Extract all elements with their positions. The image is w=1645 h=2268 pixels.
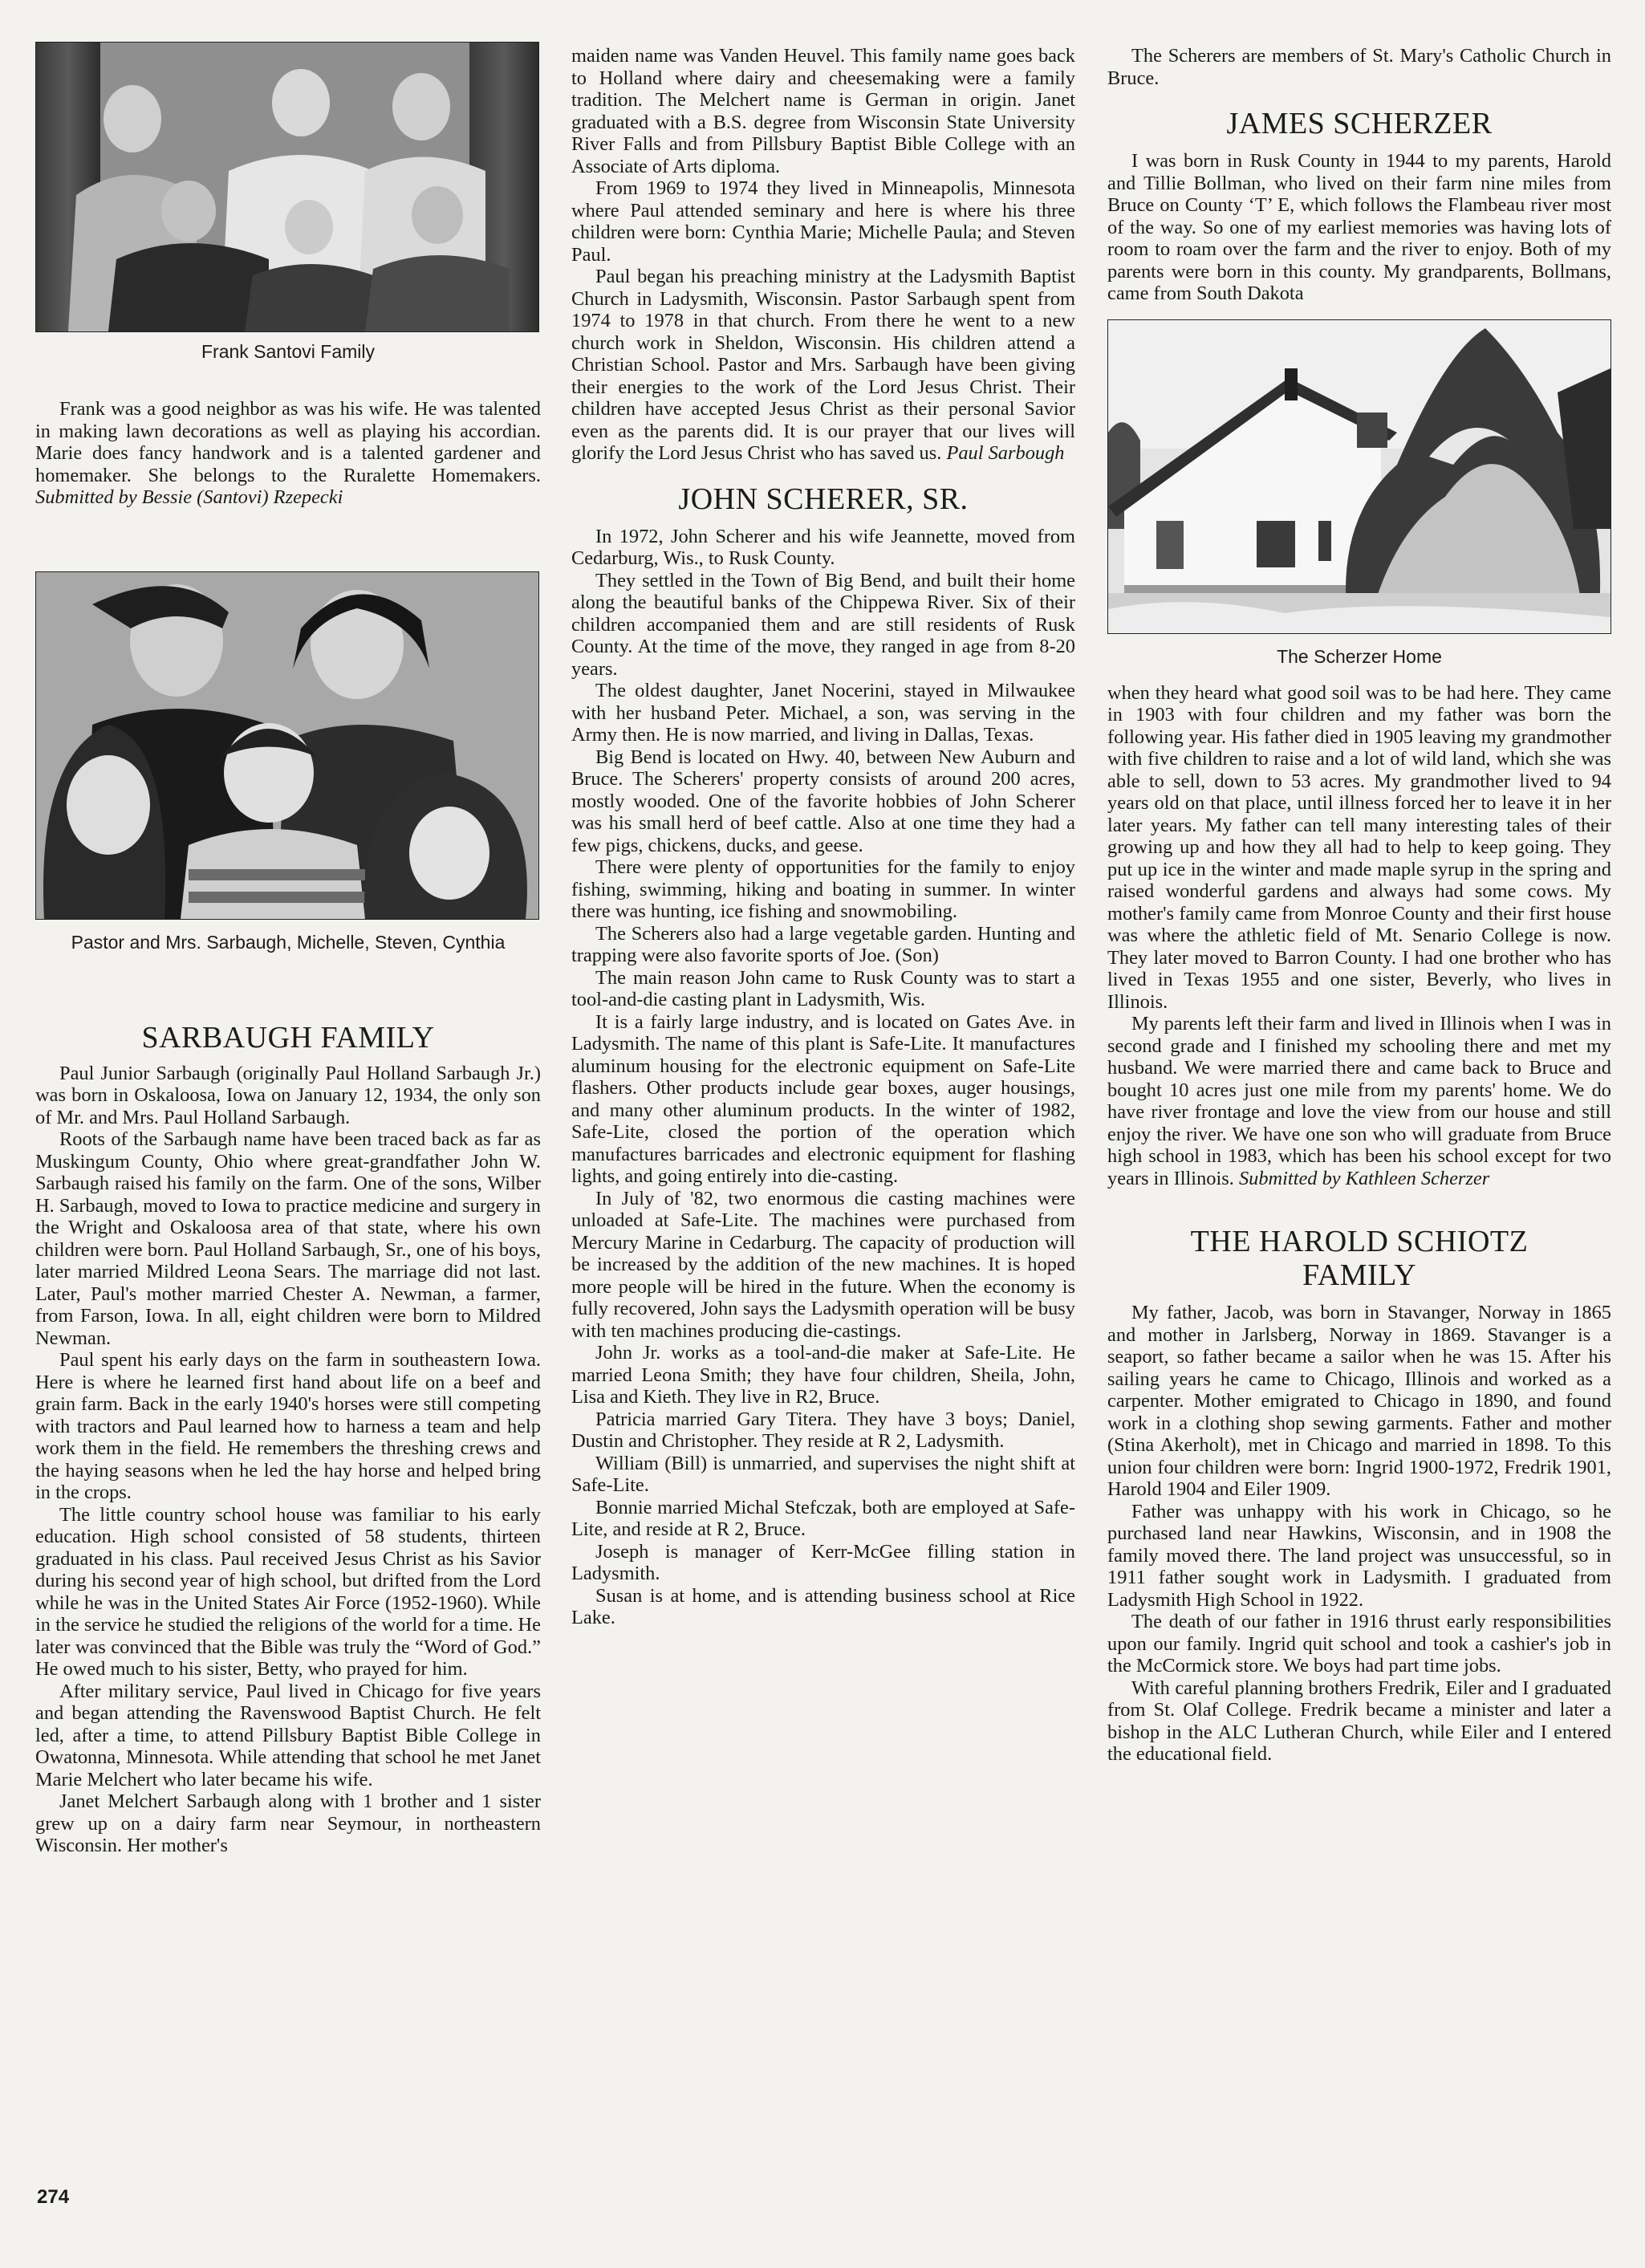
paragraph: From 1969 to 1974 they lived in Minneapolis, Minnesota where Paul attended seminary and here is where his three children were born: Cynthia Marie; Michelle Paula; and Steven Paul. — [571, 177, 1075, 266]
heading-line: FAMILY — [1302, 1258, 1417, 1292]
paragraph: Janet Melchert Sarbaugh along with 1 brother and 1 sister grew up on a dairy farm near Seymour, in northeastern Wisconsin. Her mother's — [35, 1790, 541, 1856]
photo-caption-sarbaugh: Pastor and Mrs. Sarbaugh, Michelle, Steven, Cynthia — [71, 931, 506, 953]
paragraph: maiden name was Vanden Heuvel. This family name goes back to Holland where dairy and cheesemaking were a family tradition. The Melchert name is German in origin. Janet graduated with a B.S. degree from Wisconsin State University River Falls and from Pillsbury Baptist Bible College with an Associate of Arts diploma. — [571, 45, 1075, 177]
paragraph: The death of our father in 1916 thrust early responsibilities upon our family. Ingrid quit school and took a cashier's job in the McCormick store. We boys had part time jobs. — [1107, 1611, 1611, 1677]
scherer-body — [571, 526, 1075, 1629]
photo-caption-scherzer: The Scherzer Home — [1277, 645, 1442, 667]
heading-line: THE HAROLD SCHIOTZ — [1190, 1225, 1529, 1258]
paragraph: With careful planning brothers Fredrik, Eiler and I graduated from St. Olaf College. Fredrik became a minister and later a bishop in the ALC Lutheran Church, while Eiler and I entered the educational field. — [1107, 1677, 1611, 1765]
paragraph: I was born in Rusk County in 1944 to my parents, Harold and Tillie Bollman, who lived on their farm nine miles from Bruce on County ‘T’ E, which follows the Flambeau river most of the way. So one of my earliest memories was having lots of room to roam over the farm and the river to enjoy. Both of my parents were born in this county. My grandparents, Bollmans, came from South Dakota — [1107, 150, 1611, 304]
paragraph: Paul began his preaching ministry at the Ladysmith Baptist Church in Ladysmith, Wisconsin. Pastor Sarbaugh spent from 1974 to 1978 in that church. From there he went to a new church work in Sheldon, Wisconsin. His children attend a Christian School. Pastor and Mrs. Sarbaugh have been giving their energies to the work of the Lord Jesus Christ. Their children have accepted Jesus Christ as their personal Savior even as the parents did. It is our prayer that our lives will glorify the Lord Jesus Christ who has saved us. Paul Sarbough — [571, 266, 1075, 464]
submitted-by: Submitted by Kathleen Scherzer — [1238, 1167, 1490, 1189]
column-2 — [571, 45, 1075, 1629]
paragraph: Roots of the Sarbaugh name have been traced back as far as Muskingum County, Ohio where great-grandfather John W. Sarbaugh raised his family on the farm. One of the sons, Wilber H. Sarbaugh, moved to Iowa to practice medicine and surgery in the Wright and Oskaloosa area of that state, where his own children were born. Paul Holland Sarbaugh, Sr., one of his boys, later married Mildred Leona Sears. The marriage did not last. Later, Paul's mother married Chester A. Newman, a farmer, from Farson, Iowa. In all, eight children were born to Mildred Newman. — [35, 1128, 541, 1349]
paragraph: Paul spent his early days on the farm in southeastern Iowa. Here is where he learned first hand about life on a beef and grain farm. Back in the early 1940's horses were still competing with tractors and Paul learned how to harness a team and help work them in the field. He remembers the threshing crews and the haying seasons when he led the hay horse and helped bring in the crops. — [35, 1349, 541, 1503]
paragraph: They settled in the Town of Big Bend, and built their home along the beautiful banks of the Chippewa River. Six of their children accompanied them and are still residents of Rusk County. At the time of the move, they ranged in age from 8-20 years. — [571, 569, 1075, 680]
paragraph: In 1972, John Scherer and his wife Jeannette, moved from Cedarburg, Wis., to Rusk County. — [571, 525, 1075, 569]
page-number: 274 — [37, 2186, 70, 2208]
sarbaugh-family-photo — [35, 571, 539, 920]
section-heading-scherer: JOHN SCHERER, SR. — [678, 482, 969, 516]
paragraph: Big Bend is located on Hwy. 40, between New Auburn and Bruce. The Scherers' property consists of around 200 acres, mostly wooded. One of the favorite hobbies of John Scherer was his small herd of beef cattle. Also at one time they had a few pigs, chickens, ducks, and geese. — [571, 746, 1075, 856]
paragraph: My parents left their farm and lived in Illinois when I was in second grade and I finished my schooling there and met my husband. We were married there and came back to Bruce and bought 10 acres just one mile from my parents' home. We do have river frontage and love the view from our house and still enjoy the river. We have one son who will graduate from Bruce high school in 1983, which has been his school except for two years in Illinois. Submitted by Kathleen Scherzer — [1107, 1013, 1611, 1189]
paragraph: In July of '82, two enormous die casting machines were unloaded at Safe-Lite. The machines were purchased from Mercury Marine in Cedarburg. The capacity of production will be increased by the addition of the new machines. It is hoped more people will be hired in the future. When the economy is fully recovered, John says the Ladysmith operation will be busy with ten machines producing die-castings. — [571, 1187, 1075, 1342]
paragraph: John Jr. works as a tool-and-die maker at Safe-Lite. He married Leona Smith; they have four children, Sheila, John, Lisa and Kieth. They live in R2, Bruce. — [571, 1342, 1075, 1408]
paragraph: Patricia married Gary Titera. They have 3 boys; Daniel, Dustin and Christopher. They reside at R 2, Ladysmith. — [571, 1408, 1075, 1452]
paragraph: when they heard what good soil was to be had here. They came in 1903 with four children and my father was born the following year. His father died in 1905 leaving my grandmother with five children to raise and a lot of wild land, which she was able to sell, down to 53 acres. My grandmother lived to 94 years old on that place, until illness forced her to leave it in her later years. My father can tell many interesting tales of their growing up and how they all had to help to keep going. They put up ice in the winter and made maple syrup in the spring and raised wonderful gardens and always had some cows. My mother's family came from Monroe County and their first house was where the athletic field of Mt. Senario College is now. They later moved to Barron County. I had one brother who has lived in Texas 1955 and one sister, Beverly, who lives in Illinois. — [1107, 681, 1611, 1013]
paragraph: Susan is at home, and is attending business school at Rice Lake. — [571, 1584, 1075, 1628]
photo-caption-santovi: Frank Santovi Family — [201, 341, 375, 362]
column-3 — [1107, 45, 1611, 1766]
paragraph: Paul Junior Sarbaugh (originally Paul Holland Sarbaugh Jr.) was born in Oskaloosa, Iowa on January 12, 1934, the only son of Mr. and Mrs. Paul Holland Sarbaugh. — [35, 1062, 541, 1128]
paragraph: After military service, Paul lived in Chicago for five years and began attending the Ravenswood Baptist Church. He felt led, after a time, to attend Pillsbury Baptist Bible College in Owatonna, Minnesota. While attending that school he met Janet Marie Melchert who later became his wife. — [35, 1680, 541, 1790]
paragraph: There were plenty of opportunities for the family to enjoy fishing, swimming, hiking and boating in summer. In winter there was hunting, ice fishing and snowmobiling. — [571, 856, 1075, 922]
submitted-by: Submitted by Bessie (Santovi) Rzepecki — [35, 486, 343, 508]
schiotz-body — [1107, 1302, 1611, 1766]
scherzer-home-photo — [1107, 319, 1611, 634]
paragraph: The main reason John came to Rusk County was to start a tool-and-die casting plant in Ladysmith, Wis. — [571, 966, 1075, 1010]
section-heading-schiotz — [1107, 1225, 1611, 1292]
column-1 — [35, 42, 541, 1857]
paragraph: Joseph is manager of Kerr-McGee filling station in Ladysmith. — [571, 1540, 1075, 1584]
section-heading-sarbaugh: SARBAUGH FAMILY — [141, 1020, 435, 1055]
paragraph: The oldest daughter, Janet Nocerini, stayed in Milwaukee with her husband Peter. Michael, a son, was serving in the Army then. He is now married, and living in Dallas, Texas. — [571, 680, 1075, 746]
paragraph: Bonnie married Michal Stefczak, both are employed at Safe-Lite, and reside at R 2, Bruce. — [571, 1496, 1075, 1540]
paragraph: My father, Jacob, was born in Stavanger, Norway in 1865 and mother in Jarlsberg, Norway in 1869. Stavanger is a seaport, so father became a sailor when he was 15. After his sailing years he came to Chicago, Illinois and worked as a carpenter. Mother emigrated to Chicago in 1890, and found work in a clothing shop sewing garments. Father and mother (Stina Akerholt), met in Chicago and married in 1898. To this union four children were born: Ingrid 1900-1972, Fredrik 1901, Harold 1904 and Eiler 1909. — [1107, 1302, 1611, 1500]
paragraph: Father was unhappy with his work in Chicago, so he purchased land near Hawkins, Wisconsin, and in 1908 the family moved there. The land project was unsuccessful, so in 1911 father sought work in Ladysmith. I graduated from Ladysmith High School in 1922. — [1107, 1500, 1611, 1611]
paragraph: It is a fairly large industry, and is located on Gates Ave. in Ladysmith. The name of this plant is Safe-Lite. It manufactures aluminum housing for the electronic equipment on Safe-Lite flashers. Other products include gear boxes, auger housings, and many other aluminum products. In the winter of 1982, Safe-Lite, closed the portion of the operation which manufactures barricades and electronic equipment for flashing lights, and going entirely into die-casting. — [571, 1010, 1075, 1187]
sarbaugh-body — [35, 1063, 541, 1857]
paragraph: William (Bill) is unmarried, and supervises the night shift at Safe-Lite. — [571, 1452, 1075, 1496]
paragraph: The Scherers are members of St. Mary's Catholic Church in Bruce. — [1107, 45, 1611, 89]
paragraph: The Scherers also had a large vegetable garden. Hunting and trapping were also favorite sports of Joe. (Son) — [571, 922, 1075, 966]
submitted-by: Paul Sarbough — [946, 442, 1065, 464]
santovi-family-photo — [35, 42, 539, 332]
santovi-paragraph: Frank was a good neighbor as was his wife. He was talented in making lawn decorations as well as playing his accordian. Marie does fancy handwork and is a talented gardener and homemaker. She belongs to the Ruralette Homemakers. Submitted by Bessie (Santovi) Rzepecki — [35, 398, 541, 508]
section-heading-scherzer: JAMES SCHERZER — [1226, 107, 1493, 140]
paragraph: The little country school house was familiar to his early education. High school consisted of 58 students, thirteen graduated in his class. Paul received Jesus Christ as his Savior during his second year of high school, but drifted from the Lord while he was in the United States Air Force (1952-1960). While in the service he studied the religions of the world for a time. He later was convinced that the Bible was truly the “Word of God.” He owed much to his sister, Betty, who prayed for him. — [35, 1503, 541, 1680]
